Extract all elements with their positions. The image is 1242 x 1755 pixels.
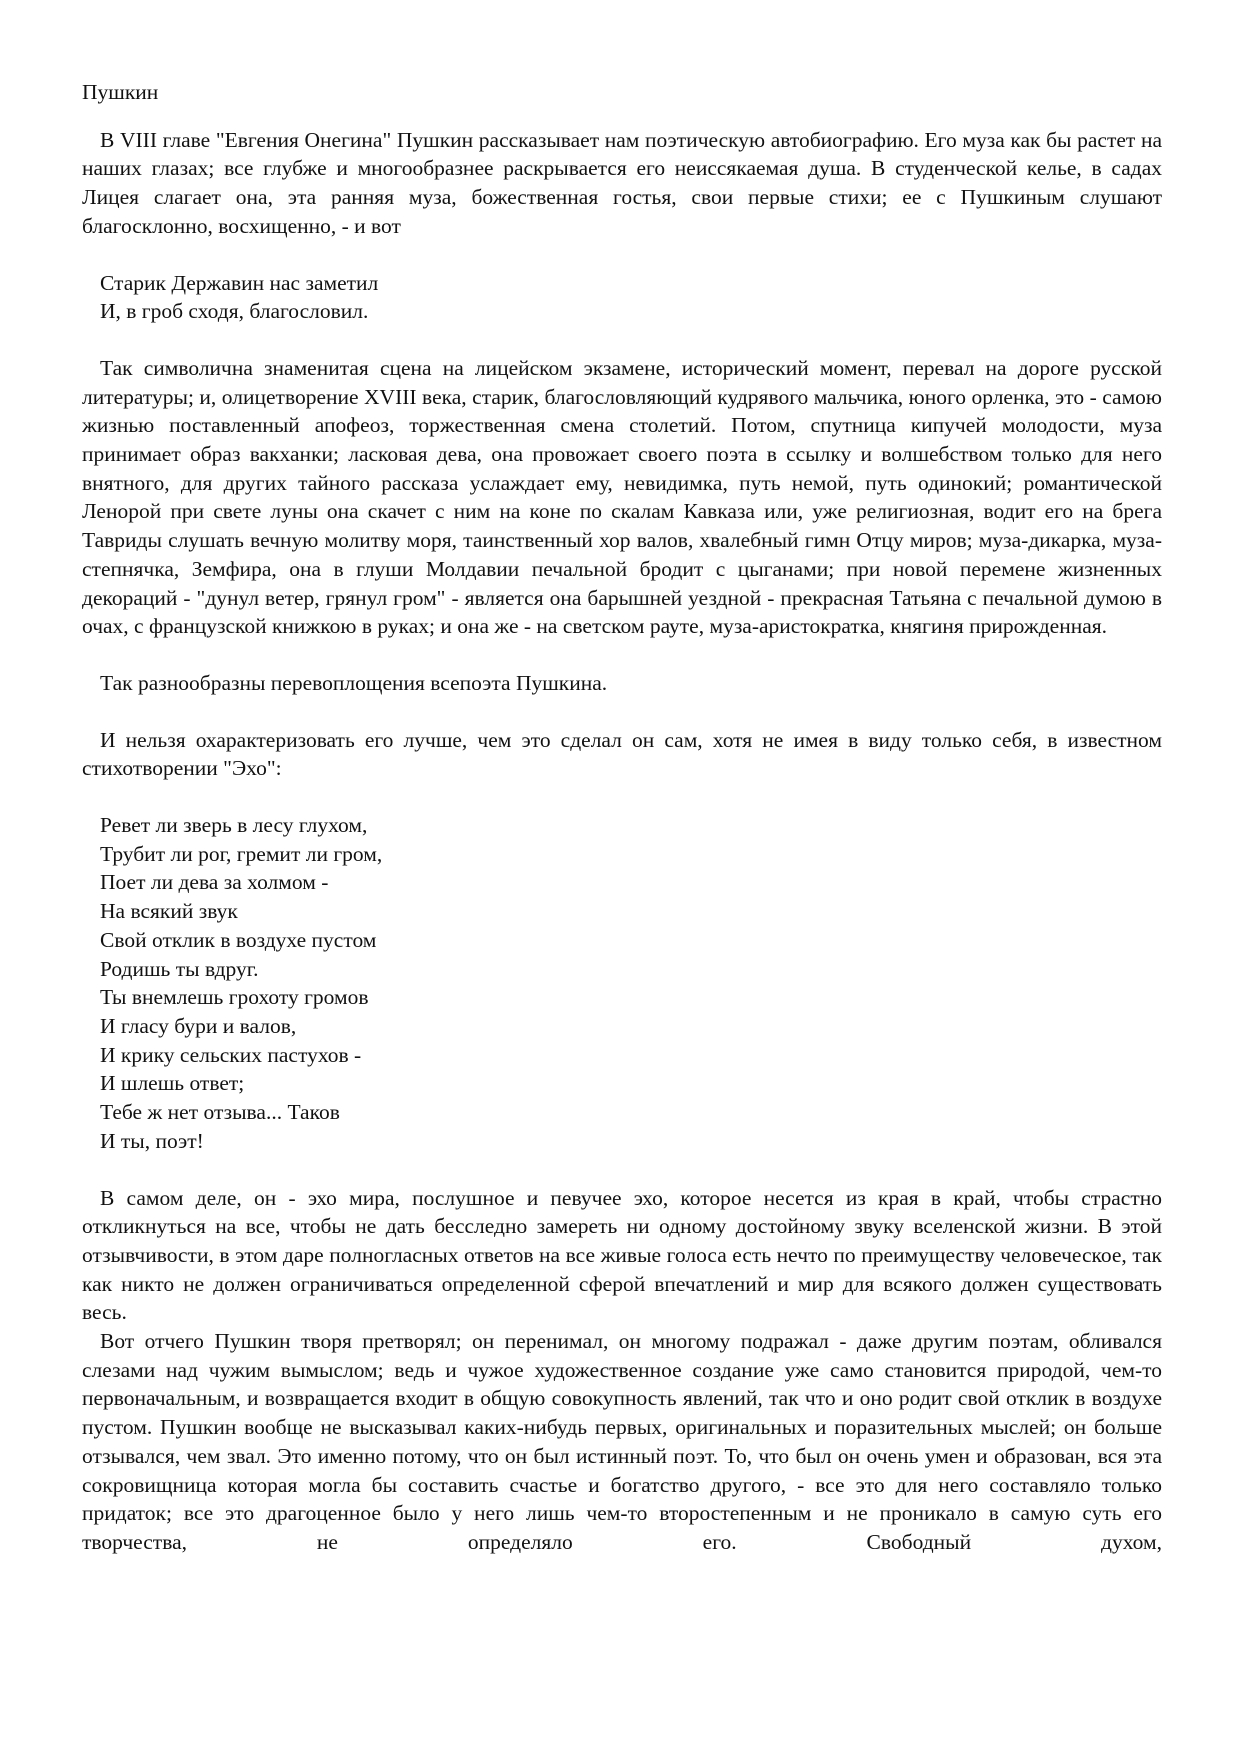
verse-echo bbox=[100, 811, 1162, 1155]
verse-line: Трубит ли рог, гремит ли гром, bbox=[100, 841, 383, 866]
verse-line: Ты внемлешь грохоту громов bbox=[100, 985, 369, 1010]
verse-line: И гласу бури и валов, bbox=[100, 1013, 297, 1038]
verse-line: Родишь ты вдруг. bbox=[100, 956, 259, 981]
verse-derzhavin bbox=[100, 269, 1162, 326]
verse-line: И, в гроб сходя, благословил. bbox=[100, 299, 369, 324]
verse-line: И шлешь ответ; bbox=[100, 1071, 245, 1096]
paragraph-muse: Так символична знаменитая сцена на лицейском экзамене, исторический момент, перевал на дороге русской литературы; и, олицетворение XVIII века, старик, благословляющий кудрявого мальчика, юного орленка, это - самою жизнью поставленный апофеоз, торжественная смена столетий. Потом, спутница кипучей молодости, муза принимает образ вакханки; ласковая дева, она провожает своего поэта в ссылку и волшебством только для него внятного, для других тайного рассказа услаждает ему, невидимка, путь немой, путь одинокий; романтической Ленорой при свете луны она скачет с ним на коне по скалам Кавказа или, уже религиозная, водит его на брега Тавриды слушать вечную молитву моря, таинственный хор валов, хвалебный гимн Отцу миров; муза-дикарка, муза-степнячка, Земфира, она в глуши Молдавии печальной бродит с цыганами; при новой перемене жизненных декораций - "дунул ветер, грянул гром" - является она барышней уездной - прекрасная Татьяна с печальной думою в очах, с французской книжкою в руках; и она же - на светском рауте, муза-аристократка, княгиня прирожденная. bbox=[82, 355, 1162, 639]
document-title: Пушкин bbox=[82, 80, 159, 104]
verse-line: И ты, поэт! bbox=[100, 1128, 204, 1153]
verse-line: Ревет ли зверь в лесу глухом, bbox=[100, 813, 368, 838]
verse-line: Свой отклик в воздухе пустом bbox=[100, 927, 377, 952]
verse-line: Поет ли дева за холмом - bbox=[100, 870, 329, 895]
document-page bbox=[82, 78, 1162, 1585]
paragraph-creation: Вот отчего Пушкин творя претворял; он перенимал, он многому подражал - даже другим поэтам, обливался слезами над чужим вымыслом; ведь и чужое художественное создание уже само становится природой, чем-то первоначальным, и возвращается входит в общую совокупность явлений, так что и оно родит свой отклик в воздухе пустом. Пушкин вообще не высказывал каких-нибудь первых, оригинальных и поразительных мыслей; он больше отзывался, чем звал. Это именно потому, что он был истинный поэт. То, что был он очень умен и образован, вся эта сокровищница которая могла бы составить счастье и богатство другого, - все это для него составляло только придаток; все это драгоценное было у него лишь чем-то второстепенным и не проникало в самую суть его творчества, не определяло его. Свободный духом, bbox=[82, 1329, 1162, 1554]
verse-line: На всякий звук bbox=[100, 899, 238, 924]
paragraph-echo-world: В самом деле, он - эхо мира, послушное и певучее эхо, которое несется из края в край, чтобы страстно откликнуться на все, чтобы не дать бесследно замереть ни одному достойному звуку вселенской жизни. В этой отзывчивости, в этом даре полногласных ответов на все живые голоса есть нечто по преимуществу человеческое, так как никто не должен ограничиваться определенной сферой впечатлений и мир для всякого должен существовать весь. bbox=[82, 1185, 1162, 1325]
verse-line: И крику сельских пастухов - bbox=[100, 1042, 362, 1067]
paragraph-intro: В VIII главе "Евгения Онегина" Пушкин рассказывает нам поэтическую автобиографию. Его муза как бы растет на наших глазах; все глубже и многообразнее раскрывается его неиссякаемая душа. В студенческой келье, в садах Лицея слагает она, эта ранняя муза, божественная гостья, свои первые стихи; ее с Пушкиным слушают благосклонно, восхищенно, - и вот bbox=[82, 127, 1162, 238]
verse-line: Старик Державин нас заметил bbox=[100, 270, 379, 295]
paragraph-transformations: Так разнообразны перевоплощения всепоэта Пушкина. bbox=[100, 670, 608, 695]
paragraph-echo-intro: И нельзя охарактеризовать его лучше, чем это сделал он сам, хотя не имея в виду только себя, в известном стихотворении "Эхо": bbox=[82, 727, 1162, 781]
verse-line: Тебе ж нет отзыва... Таков bbox=[100, 1100, 340, 1125]
